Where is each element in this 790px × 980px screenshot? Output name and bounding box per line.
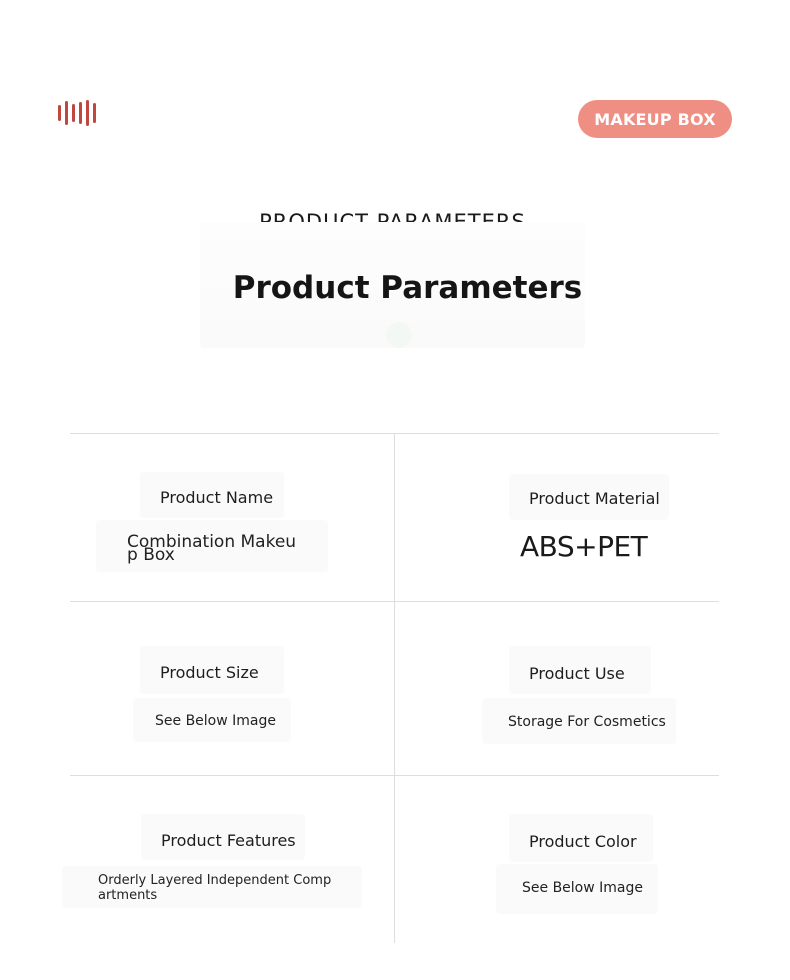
product-color-label: Product Color [529, 832, 637, 851]
product-material-value: ABS+PET [520, 530, 648, 563]
product-name-value: Combination Makeup Box [127, 532, 297, 565]
makeup-box-badge: MAKEUP BOX [578, 100, 732, 138]
page-title: Product Parameters [232, 270, 583, 306]
table-divider-center [394, 433, 395, 943]
product-use-value: Storage For Cosmetics [508, 714, 666, 730]
product-use-label: Product Use [529, 664, 625, 683]
decorative-dot [386, 322, 412, 348]
product-size-label: Product Size [160, 663, 259, 682]
product-size-value: See Below Image [155, 713, 276, 729]
product-features-value: Orderly Layered Independent Compartments [98, 873, 332, 903]
product-color-value: See Below Image [522, 880, 643, 896]
sound-wave-logo-icon [58, 99, 96, 127]
product-features-label: Product Features [161, 831, 296, 850]
product-material-label: Product Material [529, 489, 660, 508]
product-name-label: Product Name [160, 488, 274, 507]
